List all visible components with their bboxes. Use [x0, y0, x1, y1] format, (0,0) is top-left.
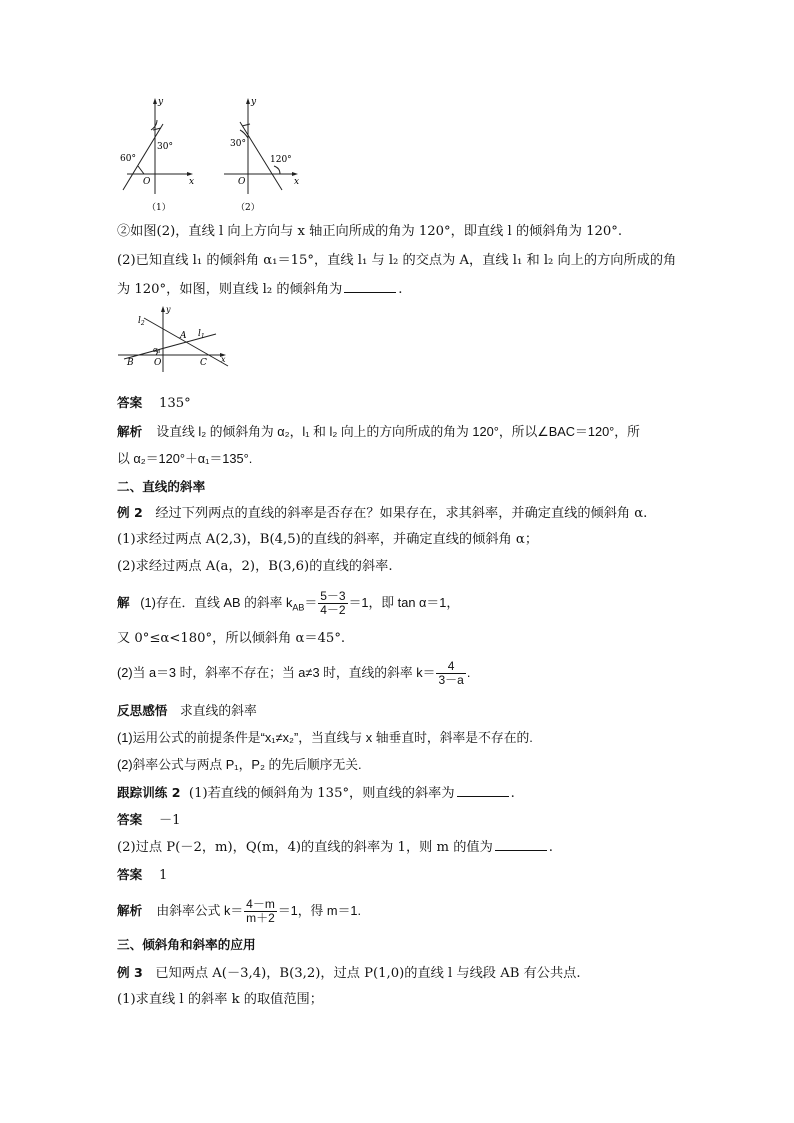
example-3-part-1: (1)求直线 l 的斜率 k 的取值范围；	[117, 992, 323, 1007]
answer-blank-2	[457, 784, 509, 797]
solution-2-denominator: 3－a	[438, 673, 464, 687]
reflection-label: 反思感悟	[117, 703, 168, 718]
answer-2-value: －1	[158, 813, 181, 828]
practice-2-part-1	[117, 784, 515, 803]
example-2-text: 经过下列两点的直线的斜率是否存在？如果存在，求其斜率，并确定直线的倾斜角 α.	[155, 506, 648, 521]
answer-blank-1	[344, 280, 396, 293]
fig3-B-label: B	[127, 358, 134, 368]
analysis-2-text-b: ＝1，得 m＝1.	[277, 902, 362, 918]
text-line-3	[117, 280, 402, 299]
fig1-arc-top	[151, 120, 157, 130]
fig2-caption: （2）	[236, 203, 260, 213]
fig2-angle-30: 30°	[230, 139, 246, 149]
answer-1	[117, 394, 191, 413]
answer-3-label: 答案	[117, 867, 143, 882]
fig2-arc-top	[240, 130, 248, 138]
answer-2	[117, 811, 181, 830]
fig1-x-arrow	[187, 172, 193, 176]
analysis-1-label: 解析	[117, 424, 143, 439]
figure-3	[116, 304, 234, 374]
example-2-part-2: (2)求经过两点 A(a，2)，B(3,6)的直线的斜率.	[117, 559, 393, 574]
text-line-1: ②如图(2)，直线 l 向上方向与 x 轴正向所成的角为 120°，即直线 l 的倾斜角为 120°.	[117, 224, 623, 239]
solution-1-text-a: (1)存在．直线 AB 的斜率 k	[140, 594, 293, 610]
fig1-angle-60: 60°	[120, 154, 136, 164]
analysis-2-label: 解析	[117, 902, 143, 918]
fig2-origin-label: O	[238, 177, 246, 187]
fig1-arc-left	[138, 166, 144, 174]
answer-2-label: 答案	[117, 812, 143, 827]
reflection-point-1: (1)运用公式的前提条件是“x₁≠x₂”，当直线与 x 轴垂直时，斜率是不存在的.	[117, 730, 533, 745]
solution-1-fraction	[318, 590, 347, 617]
solution-1	[117, 590, 459, 617]
analysis-1b: 以 α₂＝120°＋α₁＝135°.	[117, 451, 253, 466]
solution-1-eq: ＝	[304, 594, 318, 610]
analysis-2-text-a: 由斜率公式 k＝	[156, 902, 244, 918]
analysis-2-fraction	[244, 898, 277, 925]
solution-1-numerator: 5－3	[320, 589, 346, 603]
fig3-l1-label: $l_1$	[198, 329, 205, 340]
fig3-y-label: y	[166, 305, 171, 314]
text-line-2: (2)已知直线 l₁ 的倾斜角 α₁＝15°，直线 l₁ 与 l₂ 的交点为 A，直线 l₁ 和 l₂ 向上的方向所成的角	[117, 253, 677, 268]
fig1-angle-30: 30°	[157, 142, 173, 152]
solution-1-sub: AB	[292, 602, 305, 613]
solution-1-text-b: ＝1，即 tan α＝1，	[348, 594, 460, 610]
fig2-y-label: y	[251, 97, 257, 107]
analysis-2-denominator: m＋2	[246, 911, 275, 925]
solution-label: 解	[117, 594, 130, 610]
answer-blank-3	[495, 838, 547, 851]
answer-3-value: 1	[158, 868, 168, 883]
fig3-l2-label: $l_2$	[138, 316, 145, 327]
example-2-label: 例 2	[117, 505, 143, 520]
fig3-O-label: O	[154, 358, 162, 368]
fig3-alpha-label: α1	[153, 346, 161, 355]
analysis-1a	[117, 423, 640, 441]
reflection-point-2: (2)斜率公式与两点 P₁，P₂ 的先后顺序无关.	[117, 757, 362, 772]
fig3-A-label: A	[180, 331, 187, 341]
solution-2-fraction	[436, 660, 465, 687]
fig2-angle-120: 120°	[270, 155, 292, 165]
answer-3	[117, 866, 167, 885]
answer-1-value: 135°	[158, 396, 191, 411]
example-2-part-1: (1)求经过两点 A(2,3)，B(4,5)的直线的斜率，并确定直线的倾斜角 α；	[117, 532, 539, 547]
practice-2-part-2-end: .	[548, 840, 553, 855]
fig3-x-label: x	[221, 355, 226, 364]
reflection-heading	[117, 702, 257, 721]
reflection-title: 求直线的斜率	[179, 703, 257, 718]
example-3	[117, 964, 581, 983]
text-line-3-end: .	[398, 282, 403, 297]
fig3-y-arrow	[161, 306, 165, 312]
practice-2-part-1-end: .	[510, 786, 515, 801]
example-3-label: 例 3	[117, 965, 143, 980]
section-2-heading: 二、直线的斜率	[117, 479, 206, 494]
solution-2-numerator: 4	[436, 660, 465, 674]
example-3-text: 已知两点 A(－3,4)，B(3,2)，过点 P(1,0)的直线 l 与线段 AB 有公共点.	[155, 966, 581, 981]
fig2-y-arrow	[246, 98, 250, 104]
fig1-y-label: y	[158, 97, 164, 107]
solution-2	[117, 660, 470, 687]
fig2-x-label: x	[294, 177, 300, 187]
figure-1	[115, 94, 215, 220]
analysis-2	[117, 898, 361, 925]
solution-1-denominator: 4－2	[320, 603, 346, 617]
analysis-2-numerator: 4－m	[246, 897, 275, 911]
practice-2-part-1-text: (1)若直线的倾斜角为 135°，则直线的斜率为	[188, 786, 455, 801]
answer-1-label: 答案	[117, 395, 143, 410]
solution-2-text-a: (2)当 a＝3 时，斜率不存在；当 a≠3 时，直线的斜率 k＝	[117, 664, 436, 680]
practice-2-part-2-text: (2)过点 P(－2，m)，Q(m，4)的直线的斜率为 1，则 m 的值为	[117, 840, 493, 855]
example-2	[117, 504, 647, 523]
practice-2-part-2	[117, 838, 553, 857]
fig1-caption: （1）	[147, 203, 171, 213]
fig3-C-label: C	[200, 358, 207, 368]
fig1-x-label: x	[189, 177, 195, 187]
fig2-arc-right	[274, 166, 280, 174]
text-line-3-body: 为 120°，如图，则直线 l₂ 的倾斜角为	[117, 282, 343, 297]
solution-2-text-b: .	[466, 664, 471, 680]
fig1-origin-label: O	[143, 177, 151, 187]
figure-2	[222, 94, 332, 220]
fig1-y-arrow	[153, 98, 157, 104]
fig2-x-arrow	[292, 172, 298, 176]
practice-2-label: 跟踪训练 2	[117, 785, 181, 800]
solution-1-continued: 又 0°≤α<180°，所以倾斜角 α＝45°.	[117, 631, 346, 646]
analysis-1-text-a: 设直线 l₂ 的倾斜角为 α₂，l₁ 和 l₂ 向上的方向所成的角为 120°，所以∠BAC＝120°，所	[156, 424, 640, 439]
section-3-heading: 三、倾斜角和斜率的应用	[117, 937, 256, 952]
fig2-arrow-a	[242, 124, 250, 126]
